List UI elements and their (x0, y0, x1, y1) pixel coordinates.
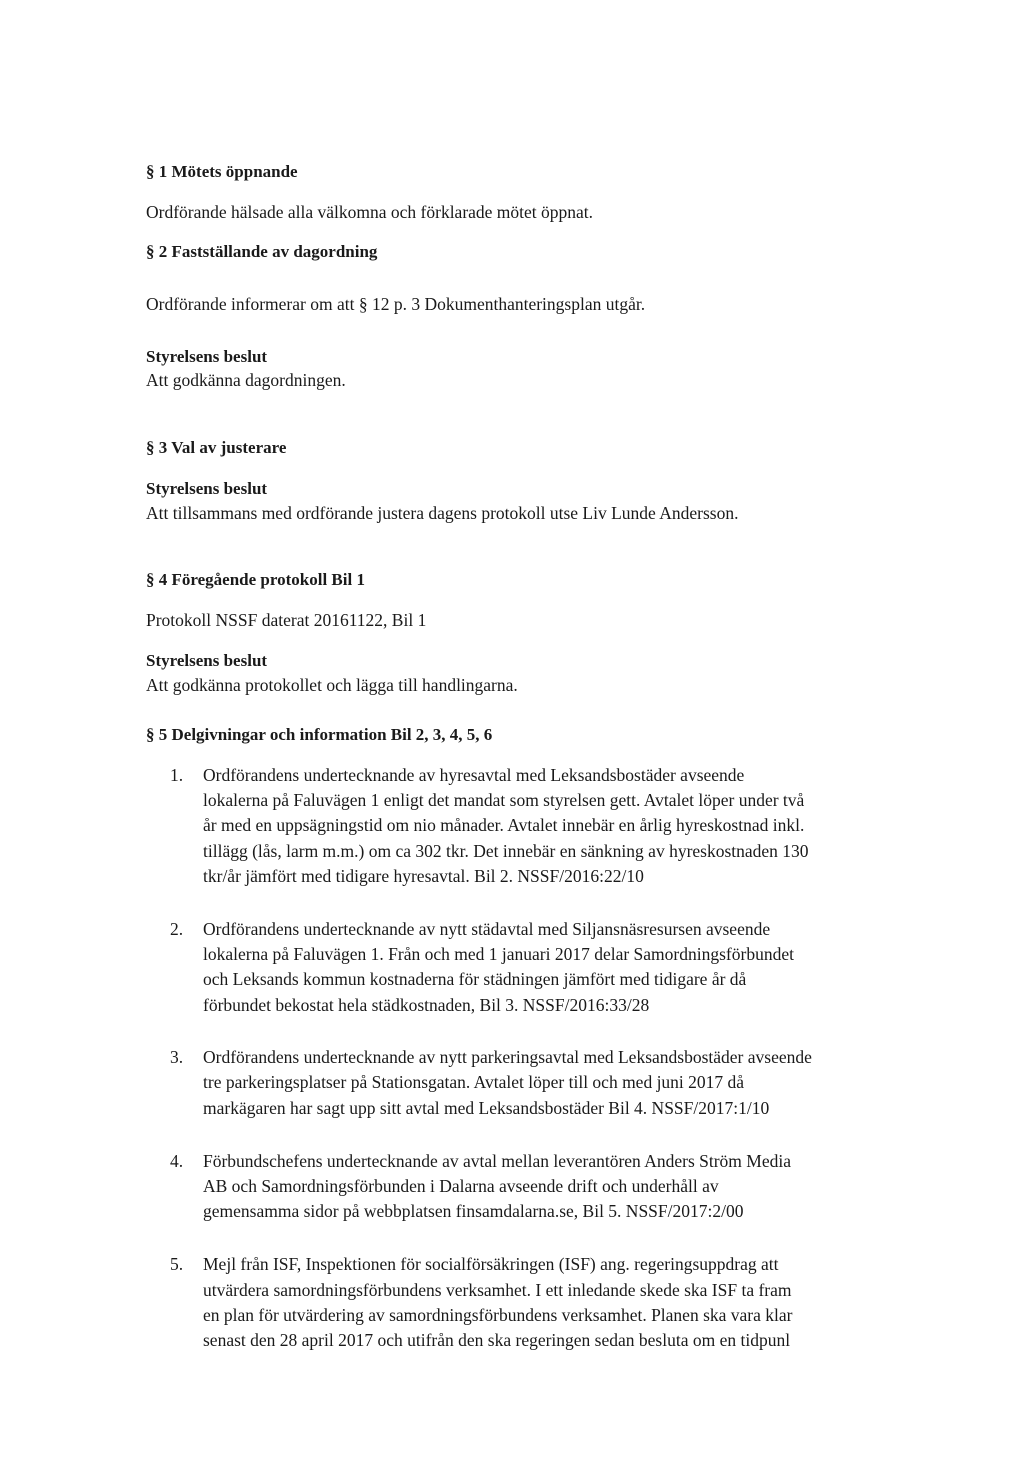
list-item-line: lokalerna på Faluvägen 1 enligt det mandat som styrelsen gett. Avtalet löper under två (203, 790, 805, 810)
list-item-line: och Leksands kommun kostnaderna för städningen jämfört med tidigare år då (203, 969, 747, 989)
decision-label: Styrelsens beslut (146, 479, 268, 498)
section-heading: § 4 Föregående protokoll Bil 1 (146, 570, 365, 589)
list-item-line: en plan för utvärdering av samordningsförbundens verksamhet. Planen ska vara klar (203, 1305, 793, 1325)
section-heading: § 2 Fastställande av dagordning (146, 242, 378, 261)
section-heading: § 5 Delgivningar och information Bil 2, 3, 4, 5, 6 (146, 725, 493, 744)
list-item-number: 4. (170, 1151, 184, 1171)
list-item-line: tillägg (lås, larm m.m.) om ca 302 tkr. Det innebär en sänkning av hyreskostnaden 130 (203, 841, 809, 861)
list-item-number: 2. (170, 919, 184, 939)
list-item-line: markägaren har sagt upp sitt avtal med Leksandsbostäder Bil 4. NSSF/2017:1/10 (203, 1098, 770, 1118)
list-item-number: 1. (170, 765, 184, 785)
list-item-line: tkr/år jämfört med tidigare hyresavtal. Bil 2. NSSF/2016:22/10 (203, 866, 644, 886)
paragraph: Ordförande hälsade alla välkomna och förklarade mötet öppnat. (146, 202, 594, 222)
decision-text: Att godkänna protokollet och lägga till handlingarna. (146, 675, 518, 695)
list-item-line: lokalerna på Faluvägen 1. Från och med 1 januari 2017 delar Samordningsförbundet (203, 944, 794, 964)
list-item-number: 3. (170, 1047, 184, 1067)
decision-text: Att godkänna dagordningen. (146, 370, 346, 390)
list-item-number: 5. (170, 1254, 184, 1274)
list-item-line: Mejl från ISF, Inspektionen för socialförsäkringen (ISF) ang. regeringsuppdrag att (203, 1254, 779, 1274)
list-item-line: år med en uppsägningstid om nio månader. Avtalet innebär en årlig hyreskostnad inkl. (203, 815, 805, 835)
decision-label: Styrelsens beslut (146, 651, 268, 670)
list-item-line: Ordförandens undertecknande av hyresavtal med Leksandsbostäder avseende (203, 765, 745, 785)
list-item-line: utvärdera samordningsförbundens verksamhet. I ett inledande skede ska ISF ta fram (203, 1280, 792, 1300)
paragraph: Ordförande informerar om att § 12 p. 3 Dokumenthanteringsplan utgår. (146, 294, 646, 314)
list-item-line: Ordförandens undertecknande av nytt parkeringsavtal med Leksandsbostäder avseende (203, 1047, 812, 1067)
paragraph: Protokoll NSSF daterat 20161122, Bil 1 (146, 610, 427, 630)
section-heading: § 3 Val av justerare (146, 438, 287, 457)
list-item-line: gemensamma sidor på webbplatsen finsamdalarna.se, Bil 5. NSSF/2017:2/00 (203, 1201, 744, 1221)
decision-text: Att tillsammans med ordförande justera dagens protokoll utse Liv Lunde Andersson. (146, 503, 739, 523)
section-heading: § 1 Mötets öppnande (146, 162, 298, 181)
list-item-line: Förbundschefens undertecknande av avtal mellan leverantören Anders Ström Media (203, 1151, 792, 1171)
list-item-line: förbundet bekostat hela städkostnaden, Bil 3. NSSF/2016:33/28 (203, 995, 650, 1015)
list-item-line: AB och Samordningsförbunden i Dalarna avseende drift och underhåll av (203, 1176, 719, 1196)
decision-label: Styrelsens beslut (146, 347, 268, 366)
list-item-line: tre parkeringsplatser på Stationsgatan. Avtalet löper till och med juni 2017 då (203, 1072, 745, 1092)
list-item-line: Ordförandens undertecknande av nytt städavtal med Siljansnäsresursen avseende (203, 919, 771, 939)
list-item-line: senast den 28 april 2017 och utifrån den ska regeringen sedan besluta om en tidpunl (203, 1330, 791, 1350)
